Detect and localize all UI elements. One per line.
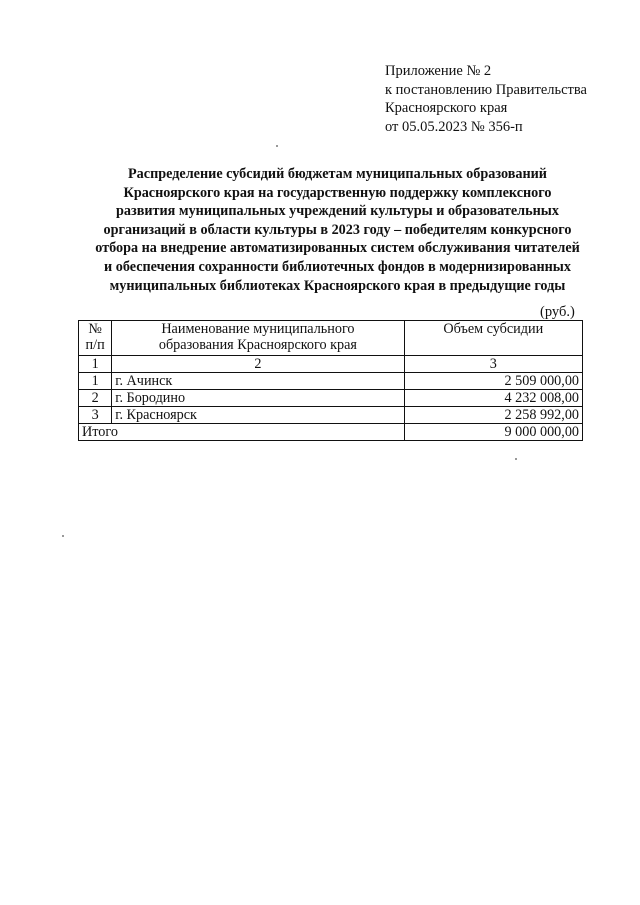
annex-number: Приложение № 2	[385, 63, 492, 79]
scan-speck	[515, 458, 517, 460]
subsidy-table	[78, 320, 583, 441]
row-name-cell: г. Бородино	[112, 390, 404, 407]
table-header-row	[79, 321, 583, 356]
column-number-cell: 2	[112, 356, 404, 373]
table-row	[79, 407, 583, 424]
scan-speck	[62, 535, 64, 537]
annex-block	[385, 62, 587, 136]
header-amount-cell	[404, 321, 582, 356]
header-name-line2: образования Красноярского края	[158, 337, 357, 353]
title-line: Распределение субсидий бюджетам муниципальных образований	[128, 166, 547, 182]
annex-date: от 05.05.2023 № 356-п	[385, 118, 523, 135]
total-row	[79, 424, 583, 441]
title-line: развития муниципальных учреждений культуры и образовательных	[116, 203, 559, 220]
row-name-cell: г. Красноярск	[112, 407, 404, 424]
title-line: муниципальных библиотеках Красноярского края в предыдущие годы	[109, 277, 566, 294]
column-number-cell: 3	[404, 356, 582, 373]
document-title	[70, 165, 605, 295]
currency-unit: (руб.)	[540, 304, 575, 320]
row-name-cell: г. Ачинск	[112, 373, 404, 390]
header-name-line1: Наименование муниципального	[161, 321, 355, 337]
total-label-cell: Итого	[79, 424, 405, 441]
column-number-row	[79, 356, 583, 373]
row-num-cell: 1	[79, 373, 112, 390]
title-line: отбора на внедрение автоматизированных систем обслуживания читателей	[95, 240, 580, 257]
row-amount-cell: 2 258 992,00	[404, 407, 582, 424]
header-amount-label: Объем субсидии	[443, 321, 544, 337]
header-name-cell	[112, 321, 404, 356]
title-line: организаций в области культуры в 2023 году – победителям конкурсного	[103, 221, 572, 238]
table-row	[79, 373, 583, 390]
header-num-cell	[79, 321, 112, 356]
scan-speck	[276, 145, 278, 147]
header-num-line2: п/п	[85, 337, 105, 353]
annex-reference: к постановлению Правительства	[385, 81, 587, 98]
header-num-line1: №	[88, 321, 102, 337]
column-number-cell: 1	[79, 356, 112, 373]
title-line: Красноярского края на государственную поддержку комплексного	[123, 184, 552, 201]
annex-region: Красноярского края	[385, 100, 508, 116]
row-amount-cell: 4 232 008,00	[404, 390, 582, 407]
row-num-cell: 3	[79, 407, 112, 424]
title-line: и обеспечения сохранности библиотечных фондов в модернизированных	[104, 258, 571, 275]
total-amount-cell: 9 000 000,00	[404, 424, 582, 441]
row-amount-cell: 2 509 000,00	[404, 373, 582, 390]
row-num-cell: 2	[79, 390, 112, 407]
table-row	[79, 390, 583, 407]
